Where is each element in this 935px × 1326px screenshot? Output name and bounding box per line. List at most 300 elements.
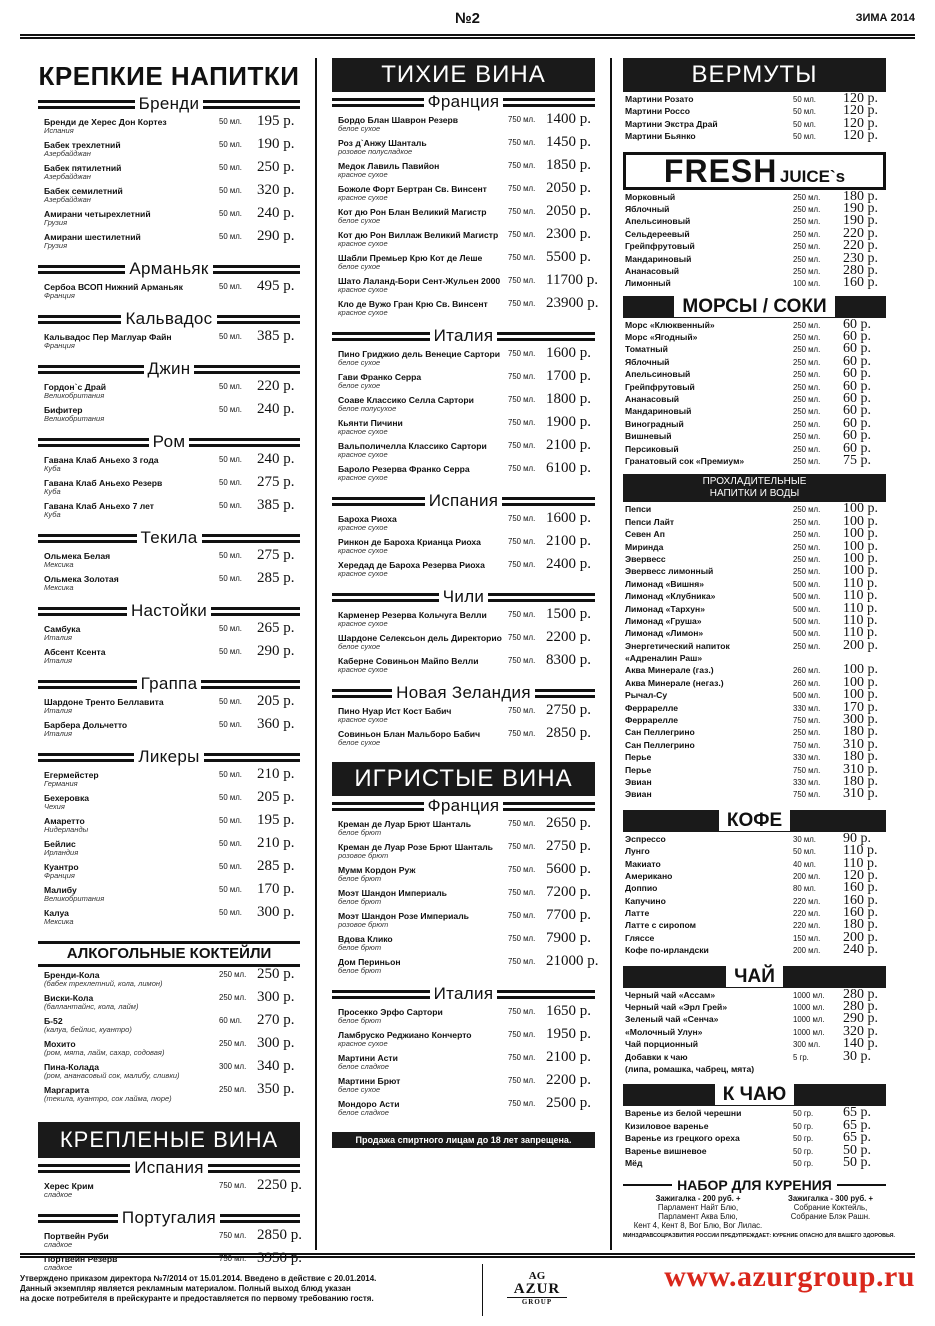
section-items: [38, 379, 300, 432]
item-name: Бабек трехлетний: [44, 140, 121, 150]
section-header: [332, 984, 595, 1004]
section-header: [332, 92, 595, 112]
item-description: красное сухое: [338, 450, 388, 459]
item-name: Амирани четырехлетний: [44, 209, 151, 219]
item-name: Яблочный: [625, 203, 670, 214]
item-name: Барбера Дольчетто: [44, 720, 128, 730]
item-volume: 750 мл.: [793, 740, 821, 750]
item-volume: 200 мл.: [793, 871, 821, 881]
item-volume: 50 мл.: [793, 95, 816, 104]
item-price: 160 р.: [843, 275, 878, 291]
item-volume: 750 мл.: [508, 276, 536, 285]
item-name: Виноградный: [625, 418, 684, 429]
section-items: [38, 967, 300, 1112]
item-volume: 1000 мл.: [793, 1015, 825, 1025]
item-volume: 50 мл.: [219, 501, 242, 510]
item-volume: 750 мл.: [508, 633, 536, 642]
item-volume: 250 мл.: [793, 505, 821, 515]
item-name: Мартини Асти: [338, 1053, 398, 1063]
item-volume: 750 мл.: [508, 441, 536, 450]
item-price: 7900 р.: [546, 930, 591, 946]
smoke-set-200-line: Парламент Аква Блю,: [658, 1212, 738, 1222]
item-price: 65 р.: [843, 1117, 871, 1133]
item-description: Куба: [44, 510, 61, 519]
item-volume: 50 мл.: [219, 624, 242, 633]
item-name: Американо: [625, 870, 673, 881]
item-volume: 750 мл.: [508, 865, 536, 874]
item-volume: 750 мл.: [219, 1181, 247, 1190]
section-items: [38, 621, 300, 674]
item-volume: 250 мл.: [219, 1085, 247, 1094]
item-description: сладкое: [44, 1263, 73, 1272]
item-price: 170 р.: [843, 699, 878, 715]
item-name: Лимонад «Груша»: [625, 615, 702, 626]
item-description: Великобритания: [44, 391, 105, 400]
item-volume: 750 мл.: [508, 464, 536, 473]
item-name: Маргарита: [44, 1085, 90, 1095]
item-volume: 500 мл.: [793, 579, 821, 589]
item-name: Персиковый: [625, 443, 679, 454]
item-description: (ром, ананасовый сок, малибу, сливки): [44, 1071, 180, 1080]
item-name: Пепси Лайт: [625, 516, 675, 527]
item-price: 205 р.: [257, 789, 295, 805]
item-price: 2050 р.: [546, 203, 591, 219]
menu-item: [338, 556, 595, 583]
item-name: Аква Минерале (газ.): [625, 665, 714, 676]
item-price: 60 р.: [843, 378, 871, 394]
tea-title: ЧАЙ: [726, 966, 783, 987]
section-header-label: Франция: [424, 796, 504, 815]
item-price: 5600 р.: [546, 861, 591, 877]
item-name: Бабек семилетний: [44, 186, 123, 196]
item-name: Мандариновый: [625, 253, 692, 264]
item-name: Эвервесс лимонный: [625, 566, 714, 577]
section-header-label: Ликеры: [134, 747, 203, 766]
smoke-set-200-line: Парламент Найт Блю,: [657, 1203, 739, 1213]
item-name: Лунго: [625, 846, 650, 857]
item-name: Дом Периньон: [338, 957, 401, 967]
item-description: Куба: [44, 464, 61, 473]
item-name: Гордон`с Драй: [44, 382, 107, 392]
cocktails-title: АЛКОГОЛЬНЫЕ КОКТЕЙЛИ: [38, 941, 300, 967]
menu-item: [338, 1095, 595, 1122]
menu-item: [338, 652, 595, 679]
item-volume: 750 мл.: [508, 1007, 536, 1016]
item-volume: 250 мл.: [793, 530, 821, 540]
item-volume: 50 гр.: [793, 1121, 814, 1131]
still-wines-title: ТИХИЕ ВИНА: [332, 58, 595, 92]
item-price: 310 р.: [843, 761, 878, 777]
section-items: [332, 703, 595, 756]
item-description: красное сухое: [338, 1039, 388, 1048]
item-name: Морс «Клюквенный»: [625, 319, 715, 330]
item-volume: 50 мл.: [219, 793, 242, 802]
item-name: Гавана Клаб Аньехо 7 лет: [44, 501, 154, 511]
item-price: 270 р.: [257, 1012, 295, 1028]
section-header-label: Граппа: [137, 674, 202, 693]
item-price: 320 р.: [843, 1023, 878, 1039]
item-name: Томатный: [625, 344, 668, 355]
section-items: [332, 815, 599, 984]
item-volume: 500 мл.: [793, 691, 821, 701]
item-volume: 220 мл.: [793, 909, 821, 919]
item-price: 1450 р.: [546, 134, 591, 150]
item-volume: 250 мл.: [793, 419, 821, 429]
item-name: Бренди-Кола: [44, 970, 100, 980]
item-price: 160 р.: [843, 905, 878, 921]
section-header: [38, 674, 300, 694]
item-name: Карменер Резерва Кольчуга Велли: [338, 610, 487, 620]
item-name: Аква Минерале (негаз.): [625, 677, 724, 688]
item-name: Гавана Клаб Аньехо 3 года: [44, 455, 159, 465]
item-name: Эвервесс: [625, 553, 666, 564]
item-price: 2750 р.: [546, 702, 591, 718]
item-volume: 750 мл.: [508, 115, 536, 124]
tea-header: [623, 966, 886, 988]
section-header: [38, 94, 300, 114]
item-volume: 250 мл.: [793, 242, 821, 252]
item-name: Феррарелле: [625, 702, 679, 713]
item-price: 220 р.: [843, 238, 878, 254]
menu-item: [338, 953, 599, 980]
logo-name: AZUR: [513, 1281, 561, 1297]
item-description: белое сухое: [338, 262, 381, 271]
item-description: красное сухое: [338, 473, 388, 482]
item-price: 60 р.: [843, 353, 871, 369]
item-name: Латте: [625, 908, 650, 919]
item-price: 220 р.: [843, 225, 878, 241]
item-volume: 500 мл.: [793, 592, 821, 602]
item-price: 2250 р.: [257, 1177, 302, 1193]
item-description: красное сухое: [338, 239, 388, 248]
item-description: Италия: [44, 633, 73, 642]
item-volume: 50 мл.: [219, 232, 242, 241]
item-price: 100 р.: [843, 662, 878, 678]
item-price: 11700 р.: [546, 272, 598, 288]
item-price: 60 р.: [843, 428, 871, 444]
season-label: ЗИМА 2014: [855, 12, 915, 24]
section-still-italy: [332, 326, 595, 491]
item-volume: 50 мл.: [219, 697, 242, 706]
item-volume: 250 мл.: [793, 554, 821, 564]
footer-line: на доске потребителя в прейскуранте и предоставляется по первому требованию гостя.: [20, 1294, 374, 1303]
section-items: [332, 1004, 595, 1126]
sparkling-wines-title: ИГРИСТЫЕ ВИНА: [332, 762, 595, 796]
item-volume: 250 мл.: [793, 229, 821, 239]
strong-drinks-column: [38, 58, 300, 1281]
item-volume: 750 мл.: [508, 842, 536, 851]
item-volume: 750 мл.: [508, 656, 536, 665]
item-name: Капучино: [625, 895, 666, 906]
item-price: 1600 р.: [546, 510, 591, 526]
item-volume: 50 мл.: [219, 574, 242, 583]
item-volume: 50 гр.: [793, 1146, 814, 1156]
item-volume: 750 мл.: [508, 1053, 536, 1062]
azur-logo[interactable]: [507, 1270, 567, 1306]
smoke-set-300: [775, 1194, 886, 1221]
item-name: Сан Пеллегрино: [625, 739, 695, 750]
menu-item: [44, 716, 300, 743]
menu-item: [625, 942, 886, 958]
item-description: Мексика: [44, 917, 74, 926]
item-price: 1900 р.: [546, 414, 591, 430]
item-price: 75 р.: [843, 452, 871, 468]
item-name: Бейлис: [44, 839, 76, 849]
item-name: Сан Пеллегрино: [625, 727, 695, 738]
item-price: 100 р.: [843, 550, 878, 566]
item-volume: 50 мл.: [219, 332, 242, 341]
item-name: Морковный: [625, 191, 676, 202]
item-price: 2500 р.: [546, 1095, 591, 1111]
item-price: 2100 р.: [546, 1049, 591, 1065]
item-name: Медок Лавиль Павийон: [338, 161, 440, 171]
item-volume: 750 мл.: [508, 230, 536, 239]
item-volume: 50 мл.: [219, 720, 242, 729]
item-description: (ром, мята, лайм, сахар, содовая): [44, 1048, 165, 1057]
item-description: красное сухое: [338, 665, 388, 674]
item-description: Азербайджан: [44, 149, 91, 158]
item-name: Феррарелле: [625, 715, 679, 726]
item-description: красное сухое: [338, 523, 388, 532]
item-price: 7700 р.: [546, 907, 591, 923]
item-name: Креман де Луар Брют Шанталь: [338, 819, 471, 829]
item-price: 1400 р.: [546, 111, 591, 127]
item-volume: 220 мл.: [793, 896, 821, 906]
item-volume: 50 мл.: [219, 647, 242, 656]
soft-drinks-list: [623, 502, 886, 803]
section-header-label: Арманьяк: [125, 259, 212, 278]
item-price: 65 р.: [843, 1130, 871, 1146]
section-header: [38, 1158, 300, 1178]
item-name: Вишневый: [625, 431, 672, 442]
item-price: 195 р.: [257, 113, 295, 129]
item-price: 1600 р.: [546, 345, 591, 361]
item-price: 60 р.: [843, 403, 871, 419]
item-price: 360 р.: [257, 716, 295, 732]
item-description: белое брют: [338, 897, 382, 906]
item-price: 230 р.: [843, 250, 878, 266]
item-volume: 750 мл.: [508, 372, 536, 381]
smoke-set-300-title: Зажигалка - 300 руб. +: [787, 1194, 874, 1204]
item-name: Эспрессо: [625, 833, 666, 844]
juices-label: JUICE`s: [779, 166, 846, 186]
coffee-header: [623, 810, 886, 832]
menu-item: [44, 904, 300, 931]
section-items: [38, 114, 300, 259]
item-volume: 50 мл.: [219, 382, 242, 391]
coffee-list: [623, 832, 886, 960]
item-description: Чехия: [44, 802, 65, 811]
item-name: Перье: [625, 752, 652, 763]
fortified-wines-title: КРЕПЛЕНЫЕ ВИНА: [38, 1122, 300, 1158]
item-price: 180 р.: [843, 724, 878, 740]
item-description: (баллантайнс, кола, лайм): [44, 1002, 139, 1011]
section-still-new-zealand: [332, 683, 595, 756]
item-price: 300 р.: [257, 1035, 295, 1051]
section-header: [332, 683, 595, 703]
section-items: [332, 111, 599, 326]
item-volume: 200 мл.: [793, 946, 821, 956]
item-price: 50 р.: [843, 1154, 871, 1170]
item-price: 50 р.: [843, 1142, 871, 1158]
section-header-label: Кальвадос: [121, 309, 216, 328]
section-header-label: Италия: [430, 984, 498, 1003]
item-price: 275 р.: [257, 474, 295, 490]
item-price: 110 р.: [843, 855, 878, 871]
item-name: Куантро: [44, 862, 79, 872]
item-volume: 750 мл.: [508, 161, 536, 170]
item-price: 60 р.: [843, 440, 871, 456]
item-price: 290 р.: [257, 228, 295, 244]
item-description: розовое брют: [338, 851, 389, 860]
section-fortified-spain: [38, 1158, 300, 1208]
menu-item: [625, 452, 886, 468]
section-sparkling-italy: [332, 984, 595, 1126]
item-volume: 50 гр.: [793, 1109, 814, 1119]
section-header-label: Настойки: [127, 601, 211, 620]
item-price: 1650 р.: [546, 1003, 591, 1019]
soft-title-2: НАПИТКИ И ВОДЫ: [709, 488, 800, 500]
item-description: (калуа, бейлис, куантро): [44, 1025, 132, 1034]
item-description: красное сухое: [338, 427, 388, 436]
section-tequila: [38, 528, 300, 601]
item-price: 180 р.: [843, 749, 878, 765]
item-name: Лимонный: [625, 278, 671, 289]
item-name: Шардоне Тренто Беллавита: [44, 697, 164, 707]
section-grappa: [38, 674, 300, 747]
item-volume: 750 мл.: [793, 716, 821, 726]
item-name: Просекко Эрфо Сартори: [338, 1007, 443, 1017]
item-name: Латте с сиропом: [625, 920, 697, 931]
item-volume: 100 мл.: [793, 279, 821, 289]
item-volume: 50 мл.: [793, 119, 816, 129]
item-volume: 750 мл.: [508, 253, 536, 262]
item-price: 100 р.: [843, 513, 878, 529]
section-cocktails: [38, 967, 300, 1112]
item-name: Морс «Ягодный»: [625, 332, 698, 343]
item-volume: 250 мл.: [793, 357, 821, 367]
item-name: Бароха Риоха: [338, 514, 397, 524]
item-price: 340 р.: [257, 1058, 295, 1074]
menu-item: [44, 1081, 300, 1108]
item-name: Хередад де Бароха Резерва Риоха: [338, 560, 485, 570]
item-price: 285 р.: [257, 570, 295, 586]
item-volume: 250 мл.: [793, 320, 821, 330]
item-price: 350 р.: [257, 1081, 295, 1097]
item-volume: 750 мл.: [508, 957, 536, 966]
item-price: 290 р.: [257, 643, 295, 659]
menu-item: [44, 1177, 302, 1204]
item-price: 385 р.: [257, 328, 295, 344]
website-link[interactable]: www.azurgroup.ru: [664, 1260, 915, 1293]
section-header-label: Португалия: [118, 1208, 220, 1227]
item-name: Роз д`Анжу Шанталь: [338, 138, 427, 148]
item-price: 205 р.: [257, 693, 295, 709]
section-items: [38, 548, 300, 601]
item-price: 2850 р.: [257, 1227, 302, 1243]
item-volume: 50 мл.: [219, 885, 242, 894]
item-name: Бордо Блан Шаврон Резерв: [338, 115, 459, 125]
item-name: Шабли Премьер Крю Кот де Леше: [338, 253, 483, 263]
item-name: Бабек пятилетний: [44, 163, 122, 173]
item-description: белое сладкое: [338, 1108, 389, 1117]
item-volume: 250 мл.: [793, 641, 821, 651]
item-volume: 250 мл.: [793, 204, 821, 214]
item-description: Мексика: [44, 560, 74, 569]
item-name: Соаве Классико Селла Сартори: [338, 395, 474, 405]
footer-divider: [482, 1264, 483, 1316]
section-header-label: Ром: [149, 432, 190, 451]
item-description: Ирландия: [44, 848, 79, 857]
section-liqueurs: [38, 747, 300, 935]
item-price: 190 р.: [843, 213, 878, 229]
item-name: Амирани шестилетний: [44, 232, 141, 242]
item-volume: 1000 мл.: [793, 1027, 825, 1037]
item-name: Варенье вишневое: [625, 1145, 707, 1156]
smoke-set-200: [623, 1194, 773, 1230]
item-price: 120 р.: [843, 91, 878, 106]
item-description: белое сухое: [338, 124, 381, 133]
section-rum: [38, 432, 300, 528]
item-price: 100 р.: [843, 538, 878, 554]
item-volume: 750 мл.: [508, 184, 536, 193]
item-price: 2200 р.: [546, 1072, 591, 1088]
item-name: Кьянти Пичини: [338, 418, 403, 428]
item-volume: 750 мл.: [508, 138, 536, 147]
item-price: 110 р.: [843, 612, 878, 628]
item-price: 200 р.: [843, 929, 878, 945]
item-volume: 750 мл.: [508, 888, 536, 897]
item-price: 275 р.: [257, 547, 295, 563]
issue-number: №2: [454, 10, 481, 27]
item-price: 120 р.: [843, 867, 878, 883]
item-volume: 250 мл.: [793, 266, 821, 276]
item-volume: 1000 мл.: [793, 990, 825, 1000]
item-name: Зеленый чай «Сенча»: [625, 1014, 719, 1025]
item-price: 2400 р.: [546, 556, 591, 572]
section-items: [38, 329, 300, 359]
item-price: 280 р.: [843, 999, 878, 1015]
item-description: Азербайджан: [44, 172, 91, 181]
item-price: 100 р.: [843, 526, 878, 542]
item-volume: 750 мл.: [508, 1076, 536, 1085]
vermouth-title: ВЕРМУТЫ: [623, 58, 886, 92]
item-name: Черный чай «Эрл Грей»: [625, 1002, 728, 1013]
item-volume: 5 гр.: [793, 1052, 809, 1062]
item-name: Мартини Россо: [625, 106, 690, 117]
item-name: Моэт Шандон Розе Империаль: [338, 911, 469, 921]
item-volume: 50 гр.: [793, 1134, 814, 1144]
smoke-set-200-line: Кент 4, Кент 8, Вог Блю, Вог Лилас.: [633, 1221, 763, 1231]
fresh-label: FRESH: [663, 152, 778, 189]
item-name: Бароло Резерва Франко Серра: [338, 464, 470, 474]
item-name: Самбука: [44, 624, 81, 634]
item-name: Яблочный: [625, 356, 670, 367]
item-price: 2300 р.: [546, 226, 591, 242]
item-volume: 250 мл.: [793, 728, 821, 738]
item-price: 180 р.: [843, 773, 878, 789]
to-tea-list: [623, 1106, 886, 1172]
item-name: Мёд: [625, 1157, 643, 1168]
item-price: 240 р.: [257, 205, 295, 221]
item-volume: 50 мл.: [219, 140, 242, 149]
menu-item: [625, 275, 886, 291]
item-description: белое сухое: [338, 1085, 381, 1094]
item-volume: 50 мл.: [219, 186, 242, 195]
item-price: 385 р.: [257, 497, 295, 513]
item-name: Энергетический напиток: [625, 640, 730, 651]
item-volume: 750 мл.: [219, 1254, 247, 1263]
